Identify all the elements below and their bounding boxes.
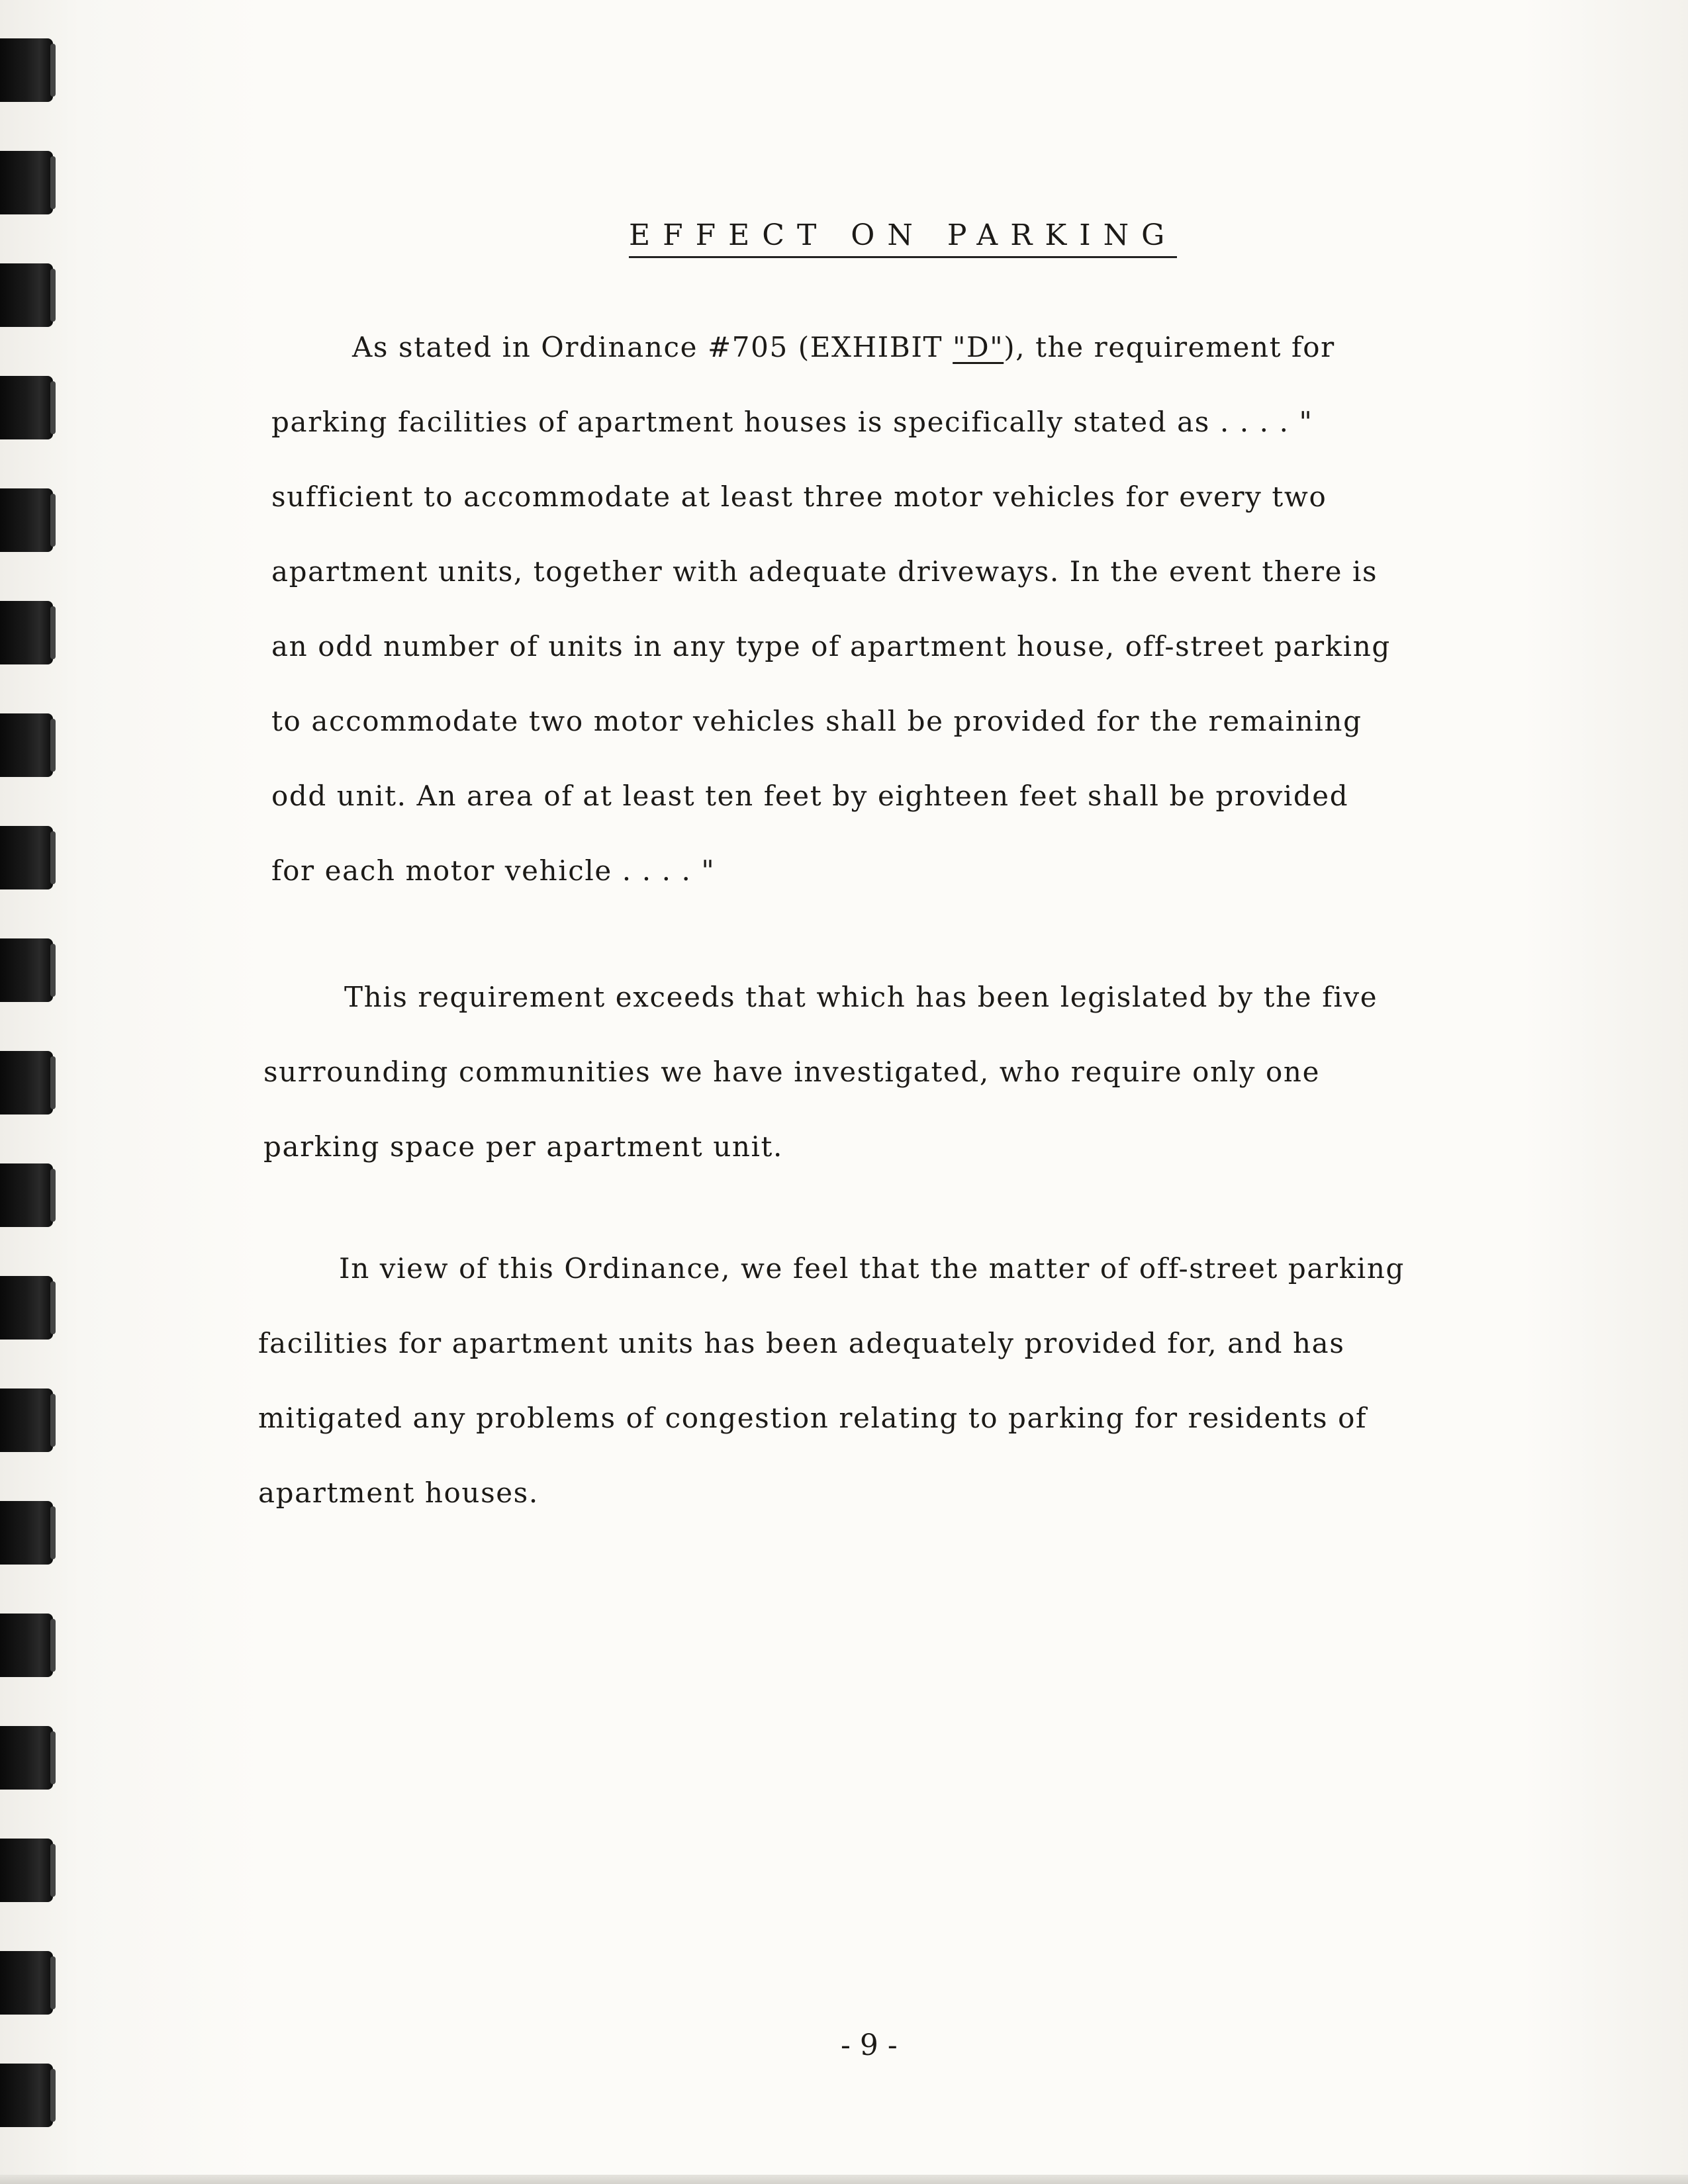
page-heading: EFFECT ON PARKING bbox=[629, 218, 1177, 258]
binding-ring bbox=[0, 1614, 53, 1677]
text-segment: ), the requirement for bbox=[1004, 331, 1335, 363]
paragraph-conclusion bbox=[258, 1231, 1405, 1530]
binding-ring bbox=[0, 1388, 53, 1452]
binding-ring bbox=[0, 601, 53, 664]
binding-ring bbox=[0, 1726, 53, 1790]
spiral-binding bbox=[0, 0, 60, 2184]
binding-ring bbox=[0, 1839, 53, 1902]
binding-ring bbox=[0, 376, 53, 439]
text-line bbox=[271, 310, 1391, 385]
binding-ring bbox=[0, 1501, 53, 1565]
paragraph-comparison bbox=[263, 960, 1378, 1184]
binding-ring bbox=[0, 1951, 53, 2015]
binding-ring bbox=[0, 263, 53, 327]
binding-ring bbox=[0, 938, 53, 1002]
text-line: an odd number of units in any type of apartment house, off-street parking bbox=[271, 630, 1391, 662]
text-segment: As stated in Ordinance #705 (EXHIBIT bbox=[352, 331, 953, 363]
binding-ring bbox=[0, 488, 53, 552]
binding-ring bbox=[0, 1163, 53, 1227]
text-line: facilities for apartment units has been adequately provided for, and has bbox=[258, 1327, 1345, 1359]
text-line: for each motor vehicle . . . . " bbox=[271, 854, 716, 887]
binding-ring bbox=[0, 38, 53, 102]
exhibit-reference: "D" bbox=[953, 331, 1004, 363]
text-line: to accommodate two motor vehicles shall be provided for the remaining bbox=[271, 705, 1362, 737]
binding-ring bbox=[0, 713, 53, 777]
binding-ring bbox=[0, 1276, 53, 1340]
page-number: - 9 - bbox=[841, 2028, 898, 2062]
binding-ring bbox=[0, 2064, 53, 2127]
paragraph-ordinance-quote bbox=[271, 310, 1391, 908]
binding-ring bbox=[0, 826, 53, 889]
binding-ring bbox=[0, 151, 53, 214]
text-line: odd unit. An area of at least ten feet by eighteen feet shall be provided bbox=[271, 780, 1349, 812]
text-line: In view of this Ordinance, we feel that the matter of off-street parking bbox=[339, 1252, 1405, 1285]
text-line: apartment houses. bbox=[258, 1477, 539, 1509]
page-bottom-edge bbox=[0, 2175, 1688, 2184]
text-line: mitigated any problems of congestion relating to parking for residents of bbox=[258, 1402, 1368, 1434]
text-line: This requirement exceeds that which has been legislated by the five bbox=[344, 981, 1378, 1013]
text-line: parking facilities of apartment houses is specifically stated as . . . . " bbox=[271, 406, 1313, 438]
text-line: parking space per apartment unit. bbox=[263, 1130, 783, 1163]
text-line: apartment units, together with adequate driveways. In the event there is bbox=[271, 555, 1378, 588]
text-line: sufficient to accommodate at least three motor vehicles for every two bbox=[271, 480, 1327, 513]
binding-ring bbox=[0, 1051, 53, 1115]
text-line: surrounding communities we have investigated, who require only one bbox=[263, 1056, 1321, 1088]
